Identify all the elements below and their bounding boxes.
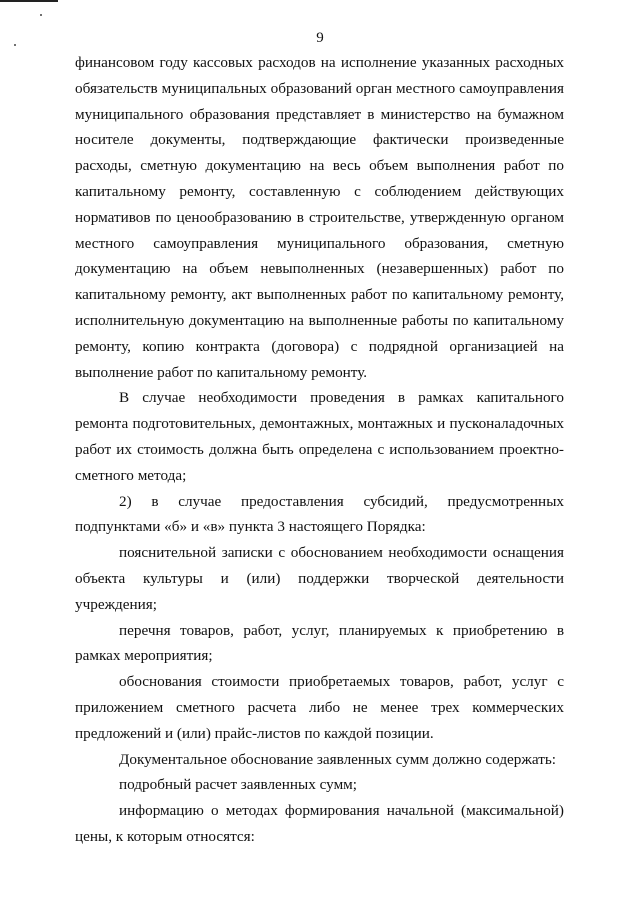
paragraph: информацию о методах формирования начальной (максимальной) цены, к которым относятся: [75, 802, 564, 845]
paragraph: В случае необходимости проведения в рамках капитального ремонта подготовительных, демонтажных, монтажных и пусконаладочных работ их стоимость должна быть определена с использованием проектно-сметного метода; [75, 389, 564, 484]
document-body [75, 50, 564, 850]
paragraph-list-item: 2) в случае предоставления субсидий, предусмотренных подпунктами «б» и «в» пункта 3 настоящего Порядка: [75, 492, 564, 536]
paragraph: Документальное обоснование заявленных сумм должно содержать: [119, 750, 557, 768]
paragraph: подробный расчет заявленных сумм; [119, 776, 358, 794]
page-number: 9 [316, 30, 324, 46]
scan-speck [40, 14, 42, 16]
paragraph-continuation: финансовом году кассовых расходов на исполнение указанных расходных обязательств муниципальных образований орган местного самоуправления муниципального образования представляет в министерство на бумажном носителе документы, подтверждающие фактически произведенные расходы, сметную документацию на весь объем выполнения работ по капитальному ремонту, составленную с соблюдением действующих нормативов по ценообразованию в строительстве, утвержденную органом местного самоуправления муниципального образования, сметную документацию на объем невыполненных (незавершенных) работ по капитальному ремонту, акт выполненных работ по капитальному ремонту, исполнительную документацию на выполненные работы по капитальному ремонту, копию контракта (договора) с подрядной организацией на выполнение работ по капитальному ремонту. [75, 54, 564, 381]
paragraph: обоснования стоимости приобретаемых товаров, работ, услуг с приложением сметного расчета либо не менее трех коммерческих предложений и (или) прайс-листов по каждой позиции. [75, 673, 564, 742]
paragraph: перечня товаров, работ, услуг, планируемых к приобретению в рамках мероприятия; [75, 621, 564, 665]
scan-edge-mark [0, 0, 58, 2]
paragraph: пояснительной записки с обоснованием необходимости оснащения объекта культуры и (или) поддержки творческой деятельности учреждения; [75, 544, 564, 613]
